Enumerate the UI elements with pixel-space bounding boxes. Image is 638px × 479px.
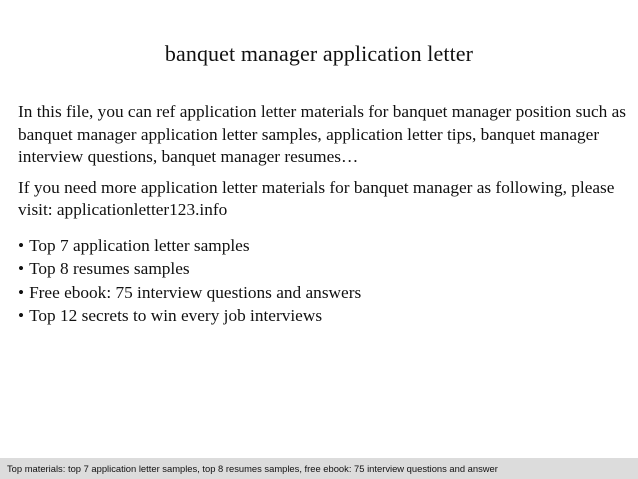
list-item xyxy=(18,234,628,258)
footer-text: Top materials: top 7 application letter samples, top 8 resumes samples, free ebook: 75 interview questions and answer xyxy=(7,463,498,474)
list-item-text: Top 8 resumes samples xyxy=(29,259,190,278)
materials-list xyxy=(18,234,628,328)
bullet-icon: • xyxy=(18,282,25,302)
list-item-text: Top 7 application letter samples xyxy=(29,235,250,255)
bullet-icon: • xyxy=(18,235,25,255)
list-item xyxy=(18,257,628,281)
list-item xyxy=(18,304,628,328)
intro-paragraph: In this file, you can ref application letter materials for banquet manager position such as banquet manager application letter samples, application letter tips, banquet manager interview questions, banquet manager resumes… xyxy=(18,102,626,166)
slide-body xyxy=(18,101,628,328)
footer-bar xyxy=(0,458,638,479)
list-item xyxy=(18,281,628,305)
page-title: banquet manager application letter xyxy=(164,41,474,66)
list-item-text: Top 12 secrets to win every job interviews xyxy=(29,306,323,325)
bullet-icon: • xyxy=(18,306,25,325)
list-item-text: Free ebook: 75 interview questions and answers xyxy=(29,282,362,302)
bullet-icon: • xyxy=(18,259,25,278)
more-info-paragraph: If you need more application letter materials for banquet manager as following, please visit: applicationletter123.info xyxy=(18,177,615,219)
